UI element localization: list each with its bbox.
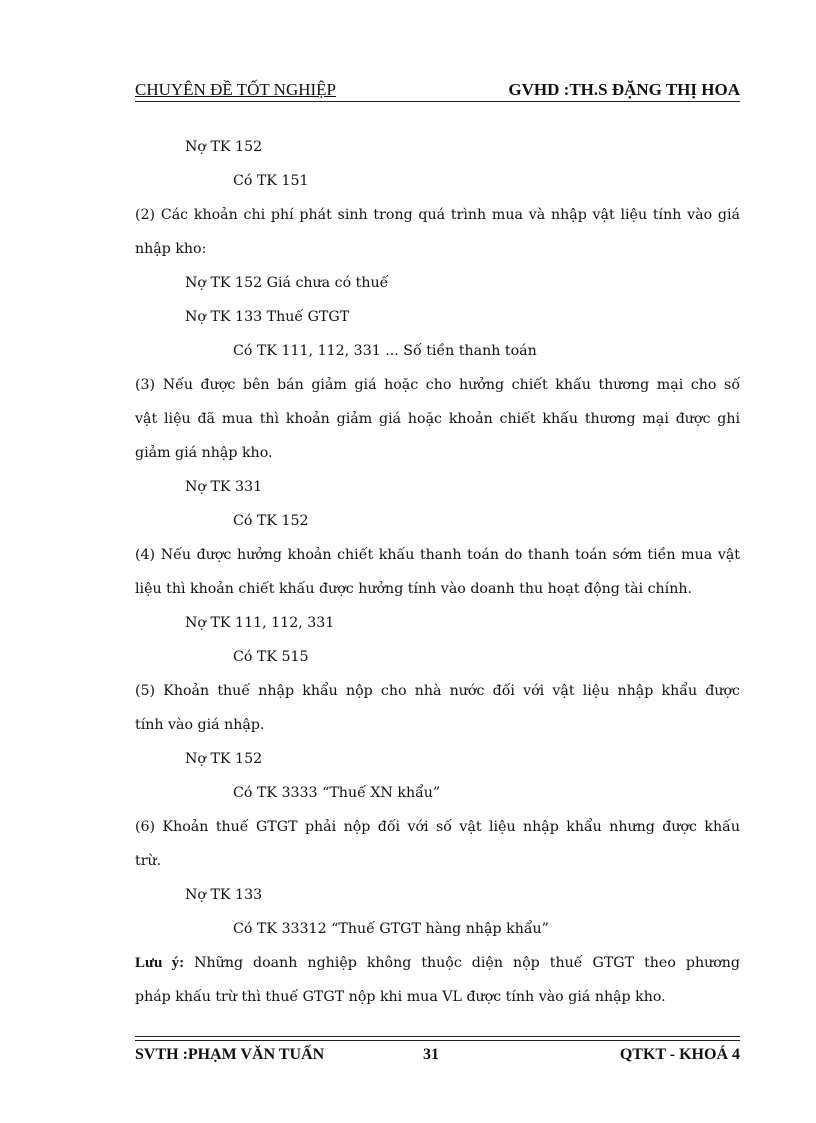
entry-debit: Nợ TK 133 <box>185 887 263 903</box>
entry-debit: Nợ TK 152 Giá chưa có thuế <box>185 275 389 291</box>
paragraph-line: (2) Các khoản chi phí phát sinh trong quá trình mua và nhập vật liệu tính vào giá <box>135 207 740 223</box>
entry-debit: Nợ TK 111, 112, 331 <box>185 615 335 631</box>
header-advisor: GVHD :TH.S ĐẶNG THỊ HOA <box>508 80 740 99</box>
header-title: CHUYÊN ĐỀ TỐT NGHIỆP <box>135 80 337 99</box>
paragraph-line: vật liệu đã mua thì khoản giảm giá hoặc khoản chiết khấu thương mại được ghi <box>135 411 740 427</box>
footer-rule-bottom <box>135 1040 740 1041</box>
footer-rule-top <box>135 1036 740 1037</box>
header-rule <box>135 101 740 102</box>
note-line: pháp khấu trừ thì thuế GTGT nộp khi mua VL được tính vào giá nhập kho. <box>135 989 666 1005</box>
page-number: 31 <box>423 1046 439 1063</box>
paragraph-line: trừ. <box>135 853 162 869</box>
paragraph-line: giảm giá nhập kho. <box>135 445 273 461</box>
paragraph-line: tính vào giá nhập. <box>135 717 265 733</box>
entry-credit: Có TK 33312 “Thuế GTGT hàng nhập khẩu” <box>233 921 549 937</box>
entry-credit: Có TK 152 <box>233 513 309 529</box>
note-line <box>135 954 740 972</box>
footer-student: SVTH :PHẠM VĂN TUẤN <box>135 1046 325 1063</box>
footer-class: QTKT - KHOÁ 4 <box>619 1046 740 1063</box>
paragraph-line: (3) Nếu được bên bán giảm giá hoặc cho hưởng chiết khấu thương mại cho số <box>135 377 740 393</box>
note-label: Lưu ý: <box>135 955 185 971</box>
paragraph-line: (4) Nếu được hưởng khoản chiết khấu thanh toán do thanh toán sớm tiền mua vật <box>135 547 740 563</box>
entry-credit: Có TK 151 <box>233 173 309 189</box>
entry-debit: Nợ TK 152 <box>185 751 263 767</box>
entry-credit: Có TK 3333 “Thuế XN khẩu” <box>233 785 441 801</box>
entry-debit: Nợ TK 152 <box>185 139 263 155</box>
entry-debit: Nợ TK 133 Thuế GTGT <box>185 309 350 325</box>
paragraph-line: liệu thì khoản chiết khấu được hưởng tính vào doanh thu hoạt động tài chính. <box>135 581 692 597</box>
paragraph-line: (6) Khoản thuế GTGT phải nộp đối với số vật liệu nhập khẩu nhưng được khấu <box>135 819 740 835</box>
paragraph-line: nhập kho: <box>135 241 207 257</box>
paragraph-line: (5) Khoản thuế nhập khẩu nộp cho nhà nước đối với vật liệu nhập khẩu được <box>135 683 740 699</box>
entry-credit: Có TK 515 <box>233 649 309 665</box>
note-text: Những doanh nghiệp không thuộc diện nộp thuế GTGT theo phương <box>184 955 741 971</box>
entry-credit: Có TK 111, 112, 331 ... Số tiền thanh toán <box>233 343 537 359</box>
entry-debit: Nợ TK 331 <box>185 479 263 495</box>
